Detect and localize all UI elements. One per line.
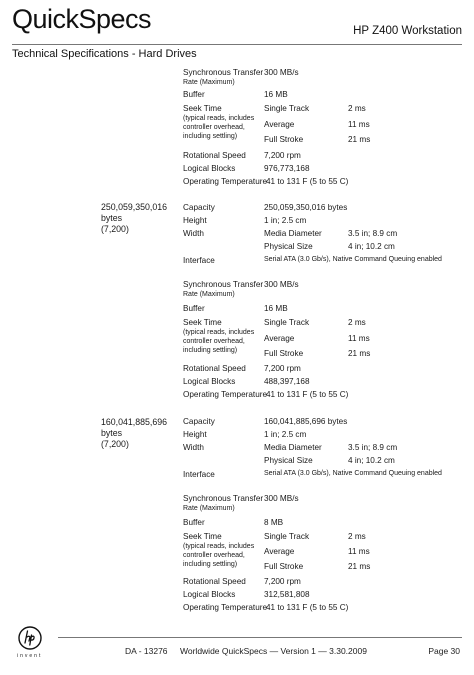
buffer-value: 16 MB bbox=[264, 90, 288, 99]
drive-rpm-note: (7,200) bbox=[101, 439, 129, 449]
physical-size-label: Physical Size bbox=[264, 242, 313, 251]
operating-temp-value: 41 to 131 F (5 to 55 C) bbox=[266, 603, 349, 612]
capacity-label: Capacity bbox=[183, 417, 215, 426]
operating-temp-label: Operating Temperature bbox=[183, 390, 268, 399]
seek-label: Seek Time bbox=[183, 532, 222, 541]
document-title: Worldwide QuickSpecs — Version 1 — 3.30.2009 bbox=[180, 646, 367, 656]
rotational-speed-label: Rotational Speed bbox=[183, 577, 246, 586]
seek-type: Average bbox=[264, 120, 295, 129]
seek-value: 2 ms bbox=[348, 318, 366, 327]
sync-transfer-label: Synchronous Transfer bbox=[183, 68, 264, 77]
sync-transfer-label: Synchronous Transfer bbox=[183, 494, 264, 503]
seek-value: 11 ms bbox=[348, 334, 370, 343]
drive-capacity-name: 160,041,885,696 bbox=[101, 417, 168, 427]
sync-transfer-sub: Rate (Maximum) bbox=[183, 505, 235, 512]
seek-type: Full Stroke bbox=[264, 562, 304, 571]
seek-value: 11 ms bbox=[348, 120, 370, 129]
width-label: Width bbox=[183, 443, 204, 452]
seek-type: Average bbox=[264, 334, 295, 343]
buffer-label: Buffer bbox=[183, 518, 205, 527]
seek-value: 2 ms bbox=[348, 104, 366, 113]
width-label: Width bbox=[183, 229, 204, 238]
document-id: DA - 13276 bbox=[125, 646, 168, 656]
interface-value: Serial ATA (3.0 Gb/s), Native Command Queuing enabled bbox=[264, 256, 442, 263]
buffer-value: 16 MB bbox=[264, 304, 288, 313]
sync-transfer-label: Synchronous Transfer bbox=[183, 280, 264, 289]
model-name: HP Z400 Workstation bbox=[353, 25, 462, 37]
seek-sub: (typical reads, includes controller overhead, including settling) bbox=[183, 329, 255, 354]
sync-transfer-value: 300 MB/s bbox=[264, 68, 299, 77]
operating-temp-value: 41 to 131 F (5 to 55 C) bbox=[266, 390, 349, 399]
media-diameter-value: 3.5 in; 8.9 cm bbox=[348, 443, 398, 452]
height-value: 1 in; 2.5 cm bbox=[264, 216, 307, 225]
seek-value: 21 ms bbox=[348, 562, 371, 571]
seek-type: Average bbox=[264, 547, 295, 556]
drive-capacity-unit: bytes bbox=[101, 428, 123, 438]
height-label: Height bbox=[183, 216, 207, 225]
sync-transfer-sub: Rate (Maximum) bbox=[183, 291, 235, 298]
seek-value: 21 ms bbox=[348, 349, 371, 358]
seek-value: 11 ms bbox=[348, 547, 370, 556]
rotational-speed-label: Rotational Speed bbox=[183, 364, 246, 373]
interface-label: Interface bbox=[183, 256, 215, 265]
seek-type: Full Stroke bbox=[264, 349, 304, 358]
seek-value: 2 ms bbox=[348, 532, 366, 541]
logical-blocks-label: Logical Blocks bbox=[183, 164, 236, 173]
brand-title: QuickSpecs bbox=[12, 4, 152, 34]
media-diameter-label: Media Diameter bbox=[264, 229, 322, 238]
capacity-label: Capacity bbox=[183, 203, 215, 212]
hp-logo-icon bbox=[18, 626, 42, 650]
physical-size-label: Physical Size bbox=[264, 456, 313, 465]
rotational-speed-label: Rotational Speed bbox=[183, 151, 246, 160]
buffer-value: 8 MB bbox=[264, 518, 284, 527]
sync-transfer-value: 300 MB/s bbox=[264, 494, 299, 503]
seek-value: 21 ms bbox=[348, 135, 371, 144]
seek-type: Single Track bbox=[264, 532, 310, 541]
capacity-value: 160,041,885,696 bytes bbox=[264, 417, 348, 426]
seek-type: Single Track bbox=[264, 104, 310, 113]
rotational-speed-value: 7,200 rpm bbox=[264, 364, 301, 373]
header-rule bbox=[12, 44, 462, 45]
logical-blocks-value: 488,397,168 bbox=[264, 377, 310, 386]
seek-label: Seek Time bbox=[183, 318, 222, 327]
section-title: Technical Specifications - Hard Drives bbox=[12, 48, 197, 60]
rotational-speed-value: 7,200 rpm bbox=[264, 151, 301, 160]
seek-type: Single Track bbox=[264, 318, 310, 327]
operating-temp-label: Operating Temperature bbox=[183, 603, 268, 612]
height-value: 1 in; 2.5 cm bbox=[264, 430, 307, 439]
media-diameter-value: 3.5 in; 8.9 cm bbox=[348, 229, 398, 238]
footer-rule bbox=[58, 637, 462, 638]
rotational-speed-value: 7,200 rpm bbox=[264, 577, 301, 586]
sync-transfer-sub: Rate (Maximum) bbox=[183, 79, 235, 86]
physical-size-value: 4 in; 10.2 cm bbox=[348, 242, 395, 251]
interface-value: Serial ATA (3.0 Gb/s), Native Command Queuing enabled bbox=[264, 470, 442, 477]
buffer-label: Buffer bbox=[183, 304, 205, 313]
sync-transfer-value: 300 MB/s bbox=[264, 280, 299, 289]
logical-blocks-value: 312,581,808 bbox=[264, 590, 310, 599]
seek-sub: (typical reads, includes controller overhead, including settling) bbox=[183, 115, 255, 140]
logical-blocks-label: Logical Blocks bbox=[183, 377, 236, 386]
operating-temp-value: 41 to 131 F (5 to 55 C) bbox=[266, 177, 349, 186]
seek-label: Seek Time bbox=[183, 104, 222, 113]
logical-blocks-value: 976,773,168 bbox=[264, 164, 310, 173]
media-diameter-label: Media Diameter bbox=[264, 443, 322, 452]
buffer-label: Buffer bbox=[183, 90, 205, 99]
logo-tagline: invent bbox=[17, 653, 43, 659]
drive-capacity-name: 250,059,350,016 bbox=[101, 202, 168, 212]
capacity-value: 250,059,350,016 bytes bbox=[264, 203, 348, 212]
seek-type: Full Stroke bbox=[264, 135, 304, 144]
physical-size-value: 4 in; 10.2 cm bbox=[348, 456, 395, 465]
seek-sub: (typical reads, includes controller overhead, including settling) bbox=[183, 543, 255, 568]
operating-temp-label: Operating Temperature bbox=[183, 177, 268, 186]
drive-capacity-unit: bytes bbox=[101, 213, 123, 223]
height-label: Height bbox=[183, 430, 207, 439]
interface-label: Interface bbox=[183, 470, 215, 479]
drive-rpm-note: (7,200) bbox=[101, 224, 129, 234]
logical-blocks-label: Logical Blocks bbox=[183, 590, 236, 599]
page-number: Page 30 bbox=[428, 646, 460, 656]
